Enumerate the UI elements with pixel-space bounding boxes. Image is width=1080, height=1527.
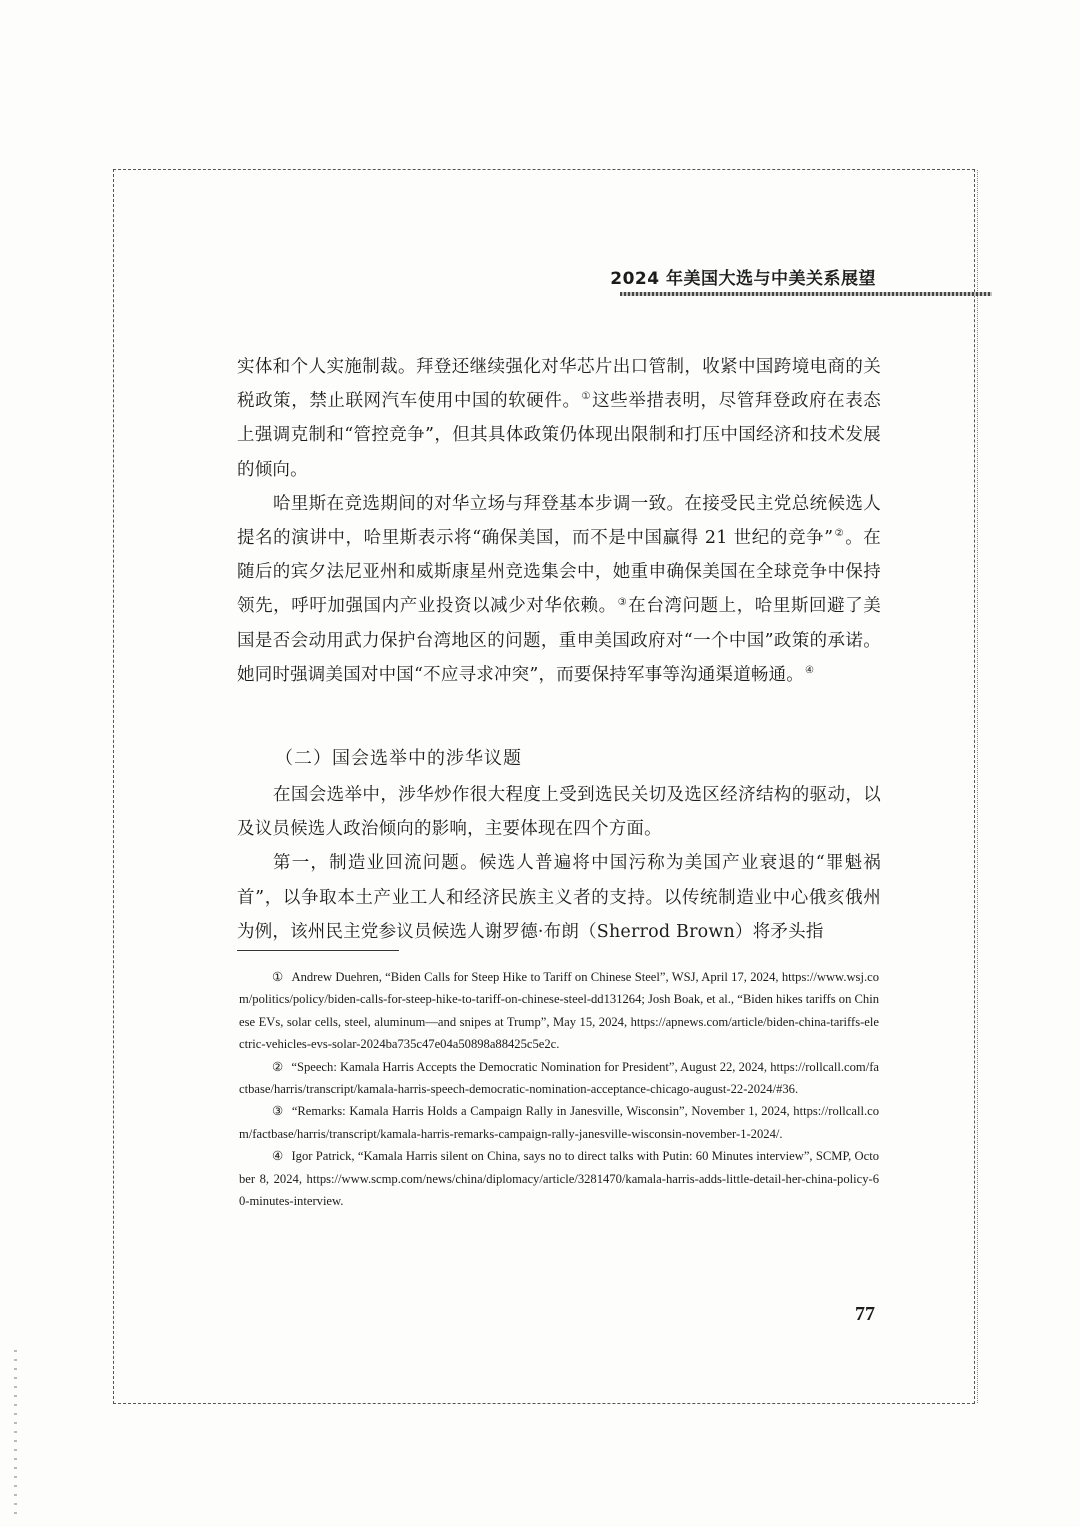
footnote-marker: ④ (272, 1149, 284, 1164)
paragraph-3: 在国会选举中，涉华炒作很大程度上受到选民关切及选区经济结构的驱动，以及议员候选人政治倾向的影响，主要体现在四个方面。 (237, 785, 881, 840)
footnotes (239, 966, 879, 1212)
footnote-3 (239, 1100, 879, 1145)
paragraph-2-text-c: 在台湾问题上，哈里斯回避了美国是否会动用武力保护台湾地区的问题，重申美国政府对“一个中国”政策的承诺。她同时强调美国对中国“不应寻求冲突”，而要保持军事等沟通渠道畅通。 (237, 596, 881, 685)
footnote-ref-2[interactable]: ② (834, 528, 845, 540)
footnote-separator (237, 950, 399, 951)
footnote-1 (239, 966, 879, 1056)
scan-margin-specks (14, 1350, 17, 1520)
paragraph-4: 第一，制造业回流问题。候选人普遍将中国污称为美国产业衰退的“罪魁祸首”，以争取本土产业工人和经济民族主义者的支持。以传统制造业中心俄亥俄州为例，该州民主党参议员候选人谢罗德·布朗（Sherrod Brown）将矛头指 (237, 853, 881, 942)
header-rule (620, 292, 992, 296)
footnote-text: Andrew Duehren, “Biden Calls for Steep Hike to Tariff on Chinese Steel”, WSJ, April 17, 2024, https://www.wsj.com/politics/policy/biden-calls-for-steep-hike-to-tariff-on-chinese-steel-dd131264; Josh Boak, et al., “Biden hikes tariffs on Chinese EVs, solar cells, steel, aluminum—and snipes at Trump”, May 15, 2024, https://apnews.com/article/biden-china-tariffs-electric-vehicles-evs-solar-2024ba735c47e04a50898a88425c5e2c. (239, 970, 880, 1052)
section-heading: （二）国会选举中的涉华议题 (275, 748, 522, 769)
paragraph-1-text-a: 实体和个人实施制裁。拜登还继续强化对华芯片出口管制，收紧中国跨境电商的关税政策，禁止联网汽车使用中国的软硬件。 (237, 357, 881, 412)
footnote-ref-3[interactable]: ③ (617, 596, 628, 608)
footnote-2 (239, 1056, 879, 1101)
footnote-marker: ② (272, 1059, 284, 1074)
running-header: 2024 年美国大选与中美关系展望 (610, 269, 876, 289)
page-number: 77 (855, 1303, 875, 1325)
footnote-marker: ③ (272, 1104, 284, 1119)
body-text-lower (237, 778, 881, 949)
footnote-marker: ① (272, 970, 284, 984)
paragraph-2-text-a: 哈里斯在竞选期间的对华立场与拜登基本步调一致。在接受民主党总统候选人提名的演讲中，哈里斯表示将“确保美国，而不是中国赢得 21 世纪的竞争” (237, 493, 881, 549)
paragraph-1 (237, 350, 881, 487)
footnote-ref-4[interactable]: ④ (805, 665, 815, 676)
footnote-4 (239, 1145, 879, 1212)
body-text-upper (237, 350, 881, 692)
paragraph-2 (237, 487, 881, 692)
paragraph-2-text-b: 。在随后的宾夕法尼亚州和威斯康星州竞选集会中，她重申确保美国在全球竞争中保持领先，呼吁加强国内产业投资以减少对华依赖。 (237, 528, 882, 617)
footnote-text: Igor Patrick, “Kamala Harris silent on China, says no to direct talks with Putin: 60 Minutes interview”, SCMP, October 8, 2024, https://www.scmp.com/news/china/diplomacy/article/3281470/kamala-harris-adds-little-detail-her-china-policy-60-minutes-interview. (239, 1149, 880, 1209)
paragraph-1-text-b: 这些举措表明，尽管拜登政府在表态上强调克制和“管控竞争”，但其具体政策仍体现出限制和打压中国经济和技术发展的倾向。 (237, 391, 881, 480)
footnote-ref-1[interactable]: ① (581, 391, 592, 403)
footnote-text: “Speech: Kamala Harris Accepts the Democratic Nomination for President”, August 22, 2024, https://rollcall.com/factbase/harris/transcript/kamala-harris-speech-democratic-nomination-acceptance-chicago-august-22-2024/#36. (239, 1059, 879, 1097)
footnote-text: “Remarks: Kamala Harris Holds a Campaign Rally in Janesville, Wisconsin”, November 1, 2024, https://rollcall.com/factbase/harris/transcript/kamala-harris-remarks-campaign-rally-janesville-wisconsin-november-1-2024/. (239, 1104, 879, 1141)
